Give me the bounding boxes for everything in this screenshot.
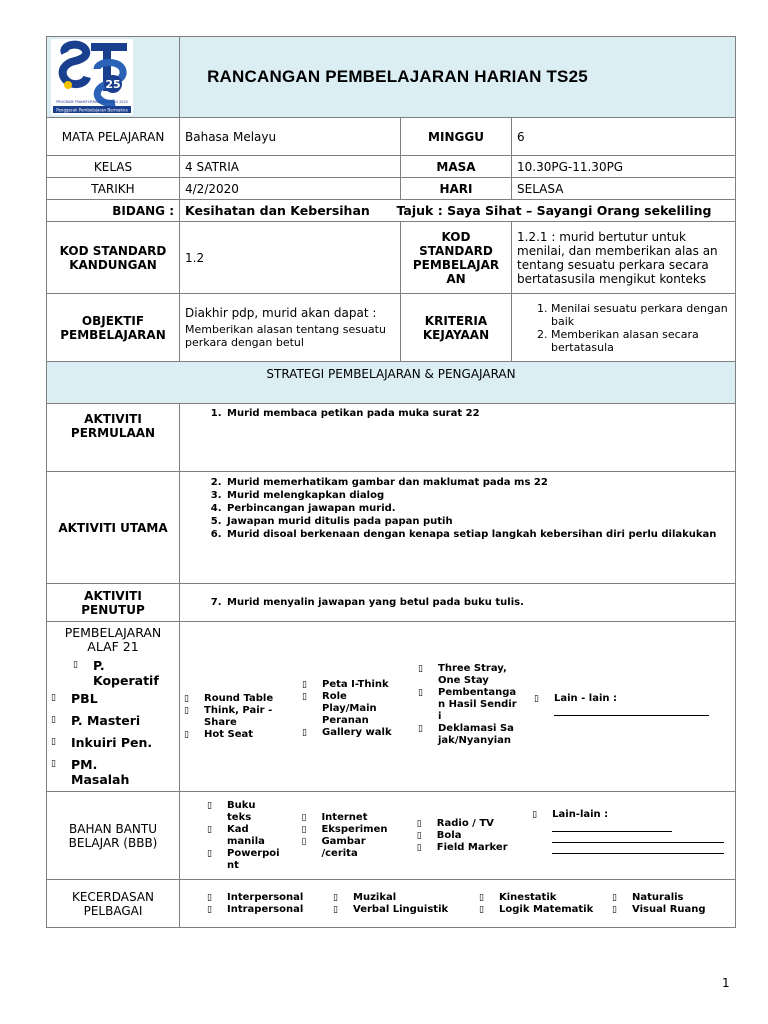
checkbox-icon[interactable]: ▯: [418, 663, 423, 674]
bbb-col4: [532, 809, 731, 854]
option-label: Interpersonal: [227, 891, 304, 903]
bbb-label: BAHAN BANTU BELAJAR (BBB): [47, 792, 180, 880]
bidang-value: Kesihatan dan Kebersihan: [185, 202, 370, 218]
utama-label: AKTIVITI UTAMA: [47, 472, 180, 584]
option-label: Buku teks: [227, 799, 256, 823]
list-item: 3. Murid melengkapkan dialog: [225, 489, 730, 502]
alaf-other-line[interactable]: [554, 705, 709, 716]
row-bidang: [47, 200, 736, 222]
checkbox-icon[interactable]: ▯: [416, 830, 422, 841]
hari-label: HARI: [401, 178, 512, 200]
row-aktiviti-utama: [47, 472, 736, 584]
lesson-plan-table: [46, 36, 736, 928]
kecerdasan-cell: [180, 880, 736, 928]
option-label: Role Play/Main Peranan: [322, 690, 377, 726]
option-label: Deklamasi Sajak/Nyanyian: [438, 722, 514, 746]
option-label: Lain - lain :: [554, 693, 617, 704]
checkbox-icon[interactable]: ▯: [51, 715, 56, 725]
option-label: Kinestatik: [499, 891, 557, 903]
svg-text:25: 25: [105, 78, 121, 91]
checkbox-icon[interactable]: ▯: [302, 691, 307, 702]
header-row: [47, 37, 736, 118]
kelas-label: KELAS: [47, 156, 180, 178]
list-item: 1. Murid membaca petikan pada muka surat 22: [225, 407, 730, 420]
option-label: Think, Pair - Share: [204, 704, 273, 728]
checkbox-icon[interactable]: ▯: [302, 679, 307, 690]
option-label: Lain-lain :: [552, 809, 609, 820]
checkbox-icon[interactable]: ▯: [416, 842, 422, 853]
ksk-label: KOD STANDARD KANDUNGAN: [47, 222, 180, 294]
alaf-options-cell: [180, 622, 736, 792]
alaf-options: [184, 662, 731, 747]
checkbox-icon[interactable]: ▯: [302, 727, 307, 738]
bbb-other-line[interactable]: [552, 832, 724, 843]
ksp-label: KOD STANDARD PEMBELAJAR AN: [401, 222, 512, 294]
bbb-options: [184, 800, 731, 872]
option-label: Kad manila: [227, 823, 265, 847]
row-kelas: [47, 156, 736, 178]
bidang-cell: [180, 200, 736, 222]
row-alaf21: [47, 622, 736, 792]
option-label: Internet: [321, 811, 368, 823]
row-kod-standard: [47, 222, 736, 294]
hari-value: SELASA: [512, 178, 736, 200]
lesson-plan-document: [46, 36, 735, 928]
checkbox-icon[interactable]: ▯: [184, 705, 189, 716]
tajuk-value: Tajuk : Saya Sihat – Sayangi Orang sekeliling: [396, 202, 712, 218]
alaf-label-cell: [47, 622, 180, 792]
option-label: Field Marker: [436, 841, 508, 853]
tarikh-label: TARIKH: [47, 178, 180, 200]
kriteria-item: 1. Menilai sesuatu perkara dengan baik: [551, 302, 730, 328]
svg-text:Penggerak Pembelajaran Bermakn: Penggerak Pembelajaran Bermakna: [56, 107, 128, 113]
option-label: Three Stray, One Stay: [438, 662, 507, 686]
page-title: RANCANGAN PEMBELAJARAN HARIAN TS25: [207, 67, 588, 86]
row-bbb: [47, 792, 736, 880]
permulaan-label: AKTIVITI PERMULAAN: [47, 404, 180, 472]
checkbox-icon[interactable]: ▯: [207, 892, 212, 903]
ksk-value: 1.2: [180, 222, 401, 294]
permulaan-cell: [180, 404, 736, 472]
alaf-col3: [418, 663, 534, 747]
checkbox-icon[interactable]: ▯: [51, 693, 56, 703]
list-item: 4. Perbincangan jawapan murid.: [225, 502, 730, 515]
checkbox-icon[interactable]: ▯: [333, 904, 338, 915]
kelas-value: 4 SATRIA: [180, 156, 401, 178]
tarikh-value: 4/2/2020: [180, 178, 401, 200]
kecerdasan-row: [207, 904, 731, 916]
checkbox-icon[interactable]: ▯: [333, 892, 338, 903]
objektif-text: Memberikan alasan tentang sesuatu perkara dengan betul: [185, 323, 386, 349]
bbb-options-cell: [180, 792, 736, 880]
utama-cell: [180, 472, 736, 584]
checkbox-icon[interactable]: ▯: [534, 694, 539, 704]
bbb-col2: [301, 812, 416, 860]
mata-pelajaran-value: Bahasa Melayu: [180, 118, 401, 156]
permulaan-list: [185, 407, 730, 420]
checkbox-icon[interactable]: ▯: [207, 800, 212, 811]
kriteria-item: 2. Memberikan alasan secara bertatasula: [551, 328, 730, 354]
option-label: Gambar /cerita: [321, 835, 366, 859]
checkbox-icon[interactable]: ▯: [479, 904, 484, 915]
bidang-label: BIDANG :: [47, 200, 180, 222]
kriteria-label: KRITERIA KEJAYAAN: [401, 294, 512, 362]
minggu-value: 6: [512, 118, 736, 156]
checkbox-icon[interactable]: ▯: [479, 892, 484, 903]
ksp-value: 1.2.1 : murid bertutur untuk menilai, dan memberikan alas an tentang sesuatu perkara secara bertatasusila mengikut konteks: [512, 222, 736, 294]
kecerdasan-label: KECERDASAN PELBAGAI: [47, 880, 180, 928]
objektif-label: OBJEKTIF PEMBELAJARAN: [47, 294, 180, 362]
checkbox-icon[interactable]: ▯: [207, 848, 212, 859]
checkbox-icon[interactable]: ▯: [416, 818, 422, 829]
alaf-left-item: ▯ P. Koperatif: [73, 658, 159, 688]
option-label: Visual Ruang: [632, 903, 706, 915]
penutup-label: AKTIVITI PENUTUP: [47, 584, 180, 622]
objektif-intro: Diakhir pdp, murid akan dapat :: [185, 306, 377, 320]
checkbox-icon[interactable]: ▯: [301, 836, 307, 847]
option-label: Verbal Linguistik: [353, 903, 449, 915]
mata-pelajaran-label: MATA PELAJARAN: [47, 118, 180, 156]
checkbox-icon[interactable]: ▯: [207, 904, 212, 915]
alaf-col2: [302, 679, 418, 739]
option-label: Powerpoint: [227, 847, 280, 871]
kriteria-cell: [512, 294, 736, 362]
checkbox-icon[interactable]: ▯: [73, 660, 78, 670]
row-objektif: [47, 294, 736, 362]
row-strategi: [47, 362, 736, 404]
masa-value: 10.30PG-11.30PG: [512, 156, 736, 178]
option-label: Gallery walk: [322, 726, 392, 738]
row-mata-pelajaran: [47, 118, 736, 156]
checkbox-icon[interactable]: ▯: [184, 693, 189, 704]
bbb-col3: [417, 818, 532, 854]
checkbox-icon[interactable]: ▯: [51, 737, 56, 747]
option-label: Naturalis: [632, 891, 684, 903]
list-item: 5. Jawapan murid ditulis pada papan putih: [225, 515, 730, 528]
row-tarikh: [47, 178, 736, 200]
option-label: Bola: [436, 829, 462, 841]
strategi-heading: STRATEGI PEMBELAJARAN & PENGAJARAN: [47, 362, 736, 404]
penutup-cell: [180, 584, 736, 622]
checkbox-icon[interactable]: ▯: [51, 759, 56, 769]
minggu-label: MINGGU: [401, 118, 512, 156]
penutup-list: [185, 596, 730, 609]
header-title-cell: [180, 37, 736, 118]
bbb-other-line[interactable]: [552, 821, 672, 832]
row-aktiviti-penutup: [47, 584, 736, 622]
option-label: Logik Matematik: [499, 903, 594, 915]
ts25-logo: [51, 39, 133, 115]
kriteria-list: [517, 302, 730, 354]
checkbox-icon[interactable]: ▯: [184, 729, 189, 740]
checkbox-icon[interactable]: ▯: [418, 687, 423, 698]
checkbox-icon[interactable]: ▯: [532, 810, 538, 820]
option-label: Radio / TV: [436, 817, 494, 829]
row-aktiviti-permulaan: [47, 404, 736, 472]
bbb-other-line[interactable]: [552, 843, 724, 854]
alaf-col4: [534, 693, 704, 716]
alaf-left-item: ▯ Inkuiri Pen.: [51, 735, 153, 750]
alaf-left-item: ▯ P. Masteri: [51, 713, 141, 728]
option-label: Round Table: [204, 692, 274, 704]
checkbox-icon[interactable]: ▯: [301, 812, 307, 823]
masa-label: MASA: [401, 156, 512, 178]
checkbox-icon[interactable]: ▯: [207, 824, 212, 835]
bbb-col1: [184, 800, 301, 872]
objektif-cell: [180, 294, 401, 362]
checkbox-icon[interactable]: ▯: [301, 824, 307, 835]
alaf-left-item: ▯ PM. Masalah: [51, 757, 130, 787]
option-label: Intrapersonal: [227, 903, 304, 915]
list-item: 7. Murid menyalin jawapan yang betul pada buku tulis.: [225, 596, 730, 609]
kecerdasan-row: [207, 892, 731, 904]
option-label: Eksperimen: [321, 823, 388, 835]
alaf-label: PEMBELAJARAN ALAF 21: [64, 625, 162, 654]
option-label: Muzikal: [353, 891, 397, 903]
checkbox-icon[interactable]: ▯: [612, 892, 617, 903]
list-item: 6. Murid disoal berkenaan dengan kenapa setiap langkah kebersihan diri perlu dilakukan: [225, 528, 730, 541]
alaf-left-item: ▯ PBL: [51, 691, 98, 706]
list-item: 2. Murid memerhatikam gambar dan maklumat pada ms 22: [225, 476, 730, 489]
utama-list: [185, 476, 730, 541]
checkbox-icon[interactable]: ▯: [418, 723, 423, 734]
alaf-col1: [184, 693, 302, 741]
option-label: Hot Seat: [204, 728, 254, 740]
option-label: Pembentangan Hasil Sendiri: [438, 686, 517, 722]
row-kecerdasan: [47, 880, 736, 928]
option-label: Peta I-Think: [322, 678, 389, 690]
svg-text:PROGRAM TRANSFORMASI SEKOLAH 2: PROGRAM TRANSFORMASI SEKOLAH 2025: [56, 100, 128, 104]
checkbox-icon[interactable]: ▯: [612, 904, 617, 915]
page-number: 1: [722, 976, 730, 990]
alaf-left-list: [51, 658, 175, 787]
